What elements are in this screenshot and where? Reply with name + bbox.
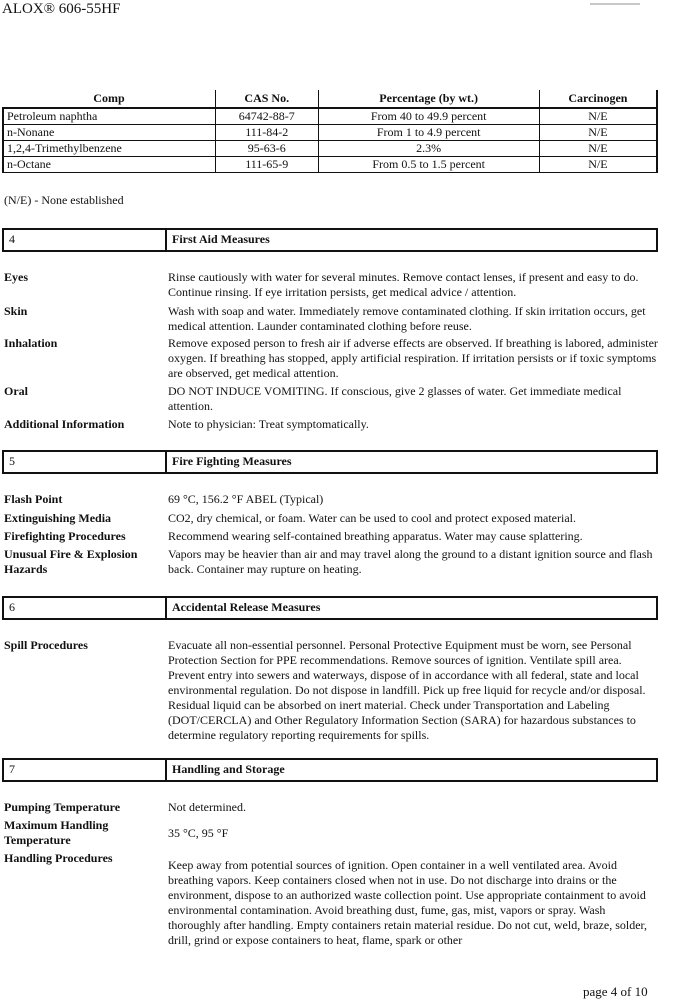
text-eyes: Rinse cautiously with water for several minutes. Remove contact lenses, if present and easy to do. Continue rinsing. If eye irritation persists, get medical advice / attention. — [168, 270, 639, 299]
table-row — [3, 108, 657, 125]
cell-percentage: From 40 to 49.9 percent — [318, 108, 539, 125]
label-handling-procedures: Handling Procedures — [4, 851, 113, 865]
section-number: 6 — [9, 600, 15, 614]
label-firefighting-procedures: Firefighting Procedures — [4, 529, 126, 543]
faint-header-mark — [590, 3, 640, 5]
section-number: 5 — [9, 454, 15, 468]
cell-percentage: 2.3% — [318, 141, 539, 157]
column-header-carcinogen: Carcinogen — [539, 90, 657, 108]
table-header-row — [3, 90, 657, 108]
text-maximum-handling-temperature: 35 °C, 95 °F — [168, 826, 229, 840]
cell-carcinogen: N/E — [539, 141, 657, 157]
table-row — [3, 157, 657, 173]
cell-percentage: From 1 to 4.9 percent — [318, 125, 539, 141]
section-header-first-aid — [2, 228, 658, 252]
label-inhalation: Inhalation — [4, 336, 58, 350]
label-maximum-handling-temperature: Maximum Handling Temperature — [4, 818, 109, 847]
section-divider — [165, 760, 167, 780]
section-header-accidental-release — [2, 596, 658, 620]
label-extinguishing-media: Extinguishing Media — [4, 511, 112, 525]
text-unusual-fire-explosion-hazards: Vapors may be heavier than air and may travel along the ground to a distant ignition source and flash back. Container may rupture on heating. — [168, 547, 653, 576]
cell-component: 1,2,4-Trimethylbenzene — [3, 141, 215, 157]
section-number: 4 — [9, 232, 15, 246]
section-title: Accidental Release Measures — [172, 600, 321, 614]
label-eyes: Eyes — [4, 270, 28, 284]
text-firefighting-procedures: Recommend wearing self-contained breathing apparatus. Water may cause splattering. — [168, 529, 583, 543]
label-skin: Skin — [4, 304, 28, 318]
cell-percentage: From 0.5 to 1.5 percent — [318, 157, 539, 173]
text-spill-procedures: Evacuate all non-essential personnel. Personal Protective Equipment must be worn, see Personal Protection Section for PPE recommendations. Remove sources of ignition. Ventilate spill area. Prevent entry into sewers and waterways, dispose of in accordance with all federal, state and local environmental regulation. Do not dispose in landfill. Pick up free liquid for recycle and/or disposal. Residual liquid can be absorbed on inert material. Check under Transportation and Labeling (DOT/CERCLA) and Other Regulatory Information Section (SARA) for hazardous substances to determine regulatory reporting requirements for spills. — [168, 638, 646, 742]
text-additional-information: Note to physician: Treat symptomatically. — [168, 417, 369, 431]
section-header-fire-fighting — [2, 450, 658, 474]
section-title: Handling and Storage — [172, 762, 285, 776]
table-row — [3, 141, 657, 157]
text-skin: Wash with soap and water. Immediately remove contaminated clothing. If skin irritation occurs, get medical attention. Launder contaminated clothing before reuse. — [168, 304, 646, 333]
document-title: ALOX® 606-55HF — [2, 1, 121, 17]
section-divider — [165, 598, 167, 618]
section-divider — [165, 452, 167, 472]
table-row — [3, 125, 657, 141]
label-flash-point: Flash Point — [4, 492, 63, 506]
column-header-comp: Comp — [3, 90, 215, 108]
cell-cas: 111-65-9 — [215, 157, 318, 173]
cell-carcinogen: N/E — [539, 125, 657, 141]
cell-component: n-Octane — [3, 157, 215, 173]
column-header-percentage: Percentage (by wt.) — [318, 90, 539, 108]
label-spill-procedures: Spill Procedures — [4, 638, 88, 652]
cell-component: Petroleum naphtha — [3, 108, 215, 125]
section-title: Fire Fighting Measures — [172, 454, 292, 468]
cell-component: n-Nonane — [3, 125, 215, 141]
cell-carcinogen: N/E — [539, 108, 657, 125]
text-flash-point: 69 °C, 156.2 °F ABEL (Typical) — [168, 492, 324, 506]
section-number: 7 — [9, 762, 15, 776]
page-number: page 4 of 10 — [583, 984, 648, 999]
cell-carcinogen: N/E — [539, 157, 657, 173]
text-inhalation: Remove exposed person to fresh air if adverse effects are observed. If breathing is labored, administer oxygen. If breathing has stopped, apply artificial respiration. If irritation persists or if toxic symptoms are observed, get medical attention. — [168, 336, 658, 380]
text-extinguishing-media: CO2, dry chemical, or foam. Water can be used to cool and protect exposed material. — [168, 511, 576, 525]
column-header-cas: CAS No. — [215, 90, 318, 108]
label-unusual-fire-explosion-hazards: Unusual Fire & Explosion Hazards — [4, 547, 138, 576]
text-pumping-temperature: Not determined. — [168, 800, 246, 814]
section-title: First Aid Measures — [172, 232, 270, 246]
label-pumping-temperature: Pumping Temperature — [4, 800, 121, 814]
label-additional-information: Additional Information — [4, 417, 125, 431]
text-handling-procedures: Keep away from potential sources of ignition. Open container in a well ventilated area. Avoid breathing vapors. Keep containers closed when not in use. Do not discharge into drains or the environment, dispose to an authorized waste collection point. Use appropriate containment to avoid environmental contamination. Avoid breathing dust, fume, gas, mist, vapors or spray. Wash thoroughly after handling. Empty containers retain material residue. Do not cut, weld, braze, solder, drill, grind or expose containers to heat, flame, spark or other — [168, 858, 648, 947]
label-oral: Oral — [4, 384, 28, 398]
section-header-handling-storage — [2, 758, 658, 782]
text-oral: DO NOT INDUCE VOMITING. If conscious, give 2 glasses of water. Get immediate medical attention. — [168, 384, 622, 413]
composition-table — [2, 90, 658, 173]
cell-cas: 111-84-2 — [215, 125, 318, 141]
section-divider — [165, 230, 167, 250]
cell-cas: 95-63-6 — [215, 141, 318, 157]
cell-cas: 64742-88-7 — [215, 108, 318, 125]
table-footnote: (N/E) - None established — [4, 193, 124, 207]
